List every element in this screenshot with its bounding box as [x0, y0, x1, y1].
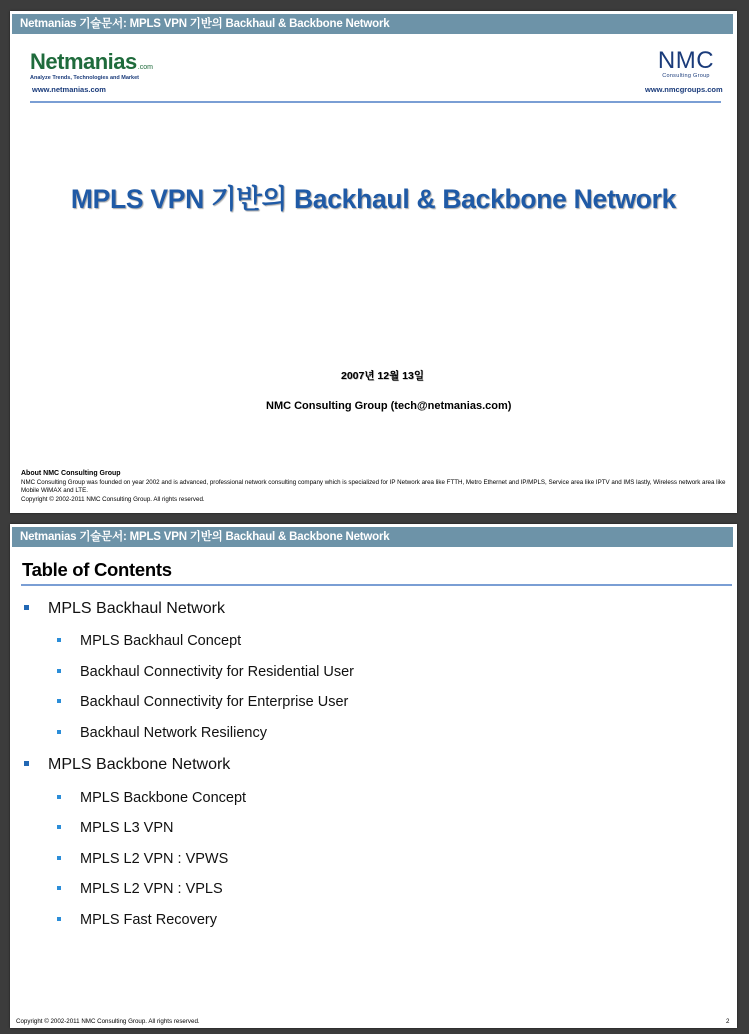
toc-item-label: Backhaul Connectivity for Enterprise User	[80, 694, 349, 710]
document-title: MPLS VPN 기반의 Backhaul & Backbone Network	[70, 184, 677, 214]
square-bullet-icon	[57, 795, 61, 799]
toc-item-label: MPLS L3 VPN	[80, 820, 174, 836]
square-bullet-icon	[57, 856, 61, 860]
square-bullet-icon	[57, 825, 61, 829]
square-bullet-icon	[57, 699, 61, 703]
toc-subitem[interactable]	[57, 912, 217, 928]
toc-item-label: MPLS Backhaul Concept	[80, 633, 242, 649]
page-number: 2	[726, 1018, 730, 1025]
page-footer: Copyright © 2002-2011 NMC Consulting Group. All rights reserved.	[16, 1018, 200, 1025]
toc-item-label: MPLS Fast Recovery	[80, 912, 217, 928]
toc-subitem[interactable]	[57, 881, 223, 897]
nmc-wordmark: NMC	[657, 47, 715, 74]
square-bullet-icon	[57, 638, 61, 642]
document-page-1	[10, 11, 737, 513]
square-bullet-icon	[57, 669, 61, 673]
square-bullet-icon	[57, 730, 61, 734]
toc-subitem[interactable]	[57, 725, 267, 741]
toc-subitem[interactable]	[57, 820, 174, 836]
nmc-logo	[651, 49, 721, 79]
nmc-subtitle: Consulting Group	[662, 73, 710, 79]
document-page-2	[10, 524, 737, 1028]
about-body: NMC Consulting Group was founded on year 2002 and is advanced, professional network consulting company which is specialized for IP Network area like FTTH, Metro Ethernet and IP/MPLS, Service area like IPTV and IMS lastly, Wireless network area like Mobile WiMAX and LTE.	[21, 478, 726, 494]
toc-divider	[21, 584, 732, 586]
toc-item-label: Backhaul Network Resiliency	[80, 725, 267, 741]
square-bullet-icon	[57, 886, 61, 890]
toc-item-label: MPLS Backbone Network	[48, 756, 231, 773]
toc-subitem[interactable]	[57, 633, 241, 649]
toc-item[interactable]	[24, 756, 230, 774]
nmc-url[interactable]: www.nmcgroups.com	[645, 85, 723, 94]
about-heading: About NMC Consulting Group	[21, 470, 121, 477]
toc-item-label: MPLS Backhaul Network	[48, 600, 225, 617]
header-divider	[30, 101, 721, 103]
toc-item-label: MPLS L2 VPN : VPLS	[80, 881, 223, 897]
toc-subitem[interactable]	[57, 851, 228, 867]
document-date: 2007년 12월 13일	[341, 370, 424, 382]
toc-item[interactable]	[24, 600, 225, 618]
netmanias-wordmark: Netmanias	[30, 49, 137, 74]
page-header-bar: Netmanias 기술문서: MPLS VPN 기반의 Backhaul & Backbone Network	[12, 527, 733, 547]
toc-heading: Table of Contents	[22, 559, 172, 580]
square-bullet-icon	[24, 761, 29, 766]
netmanias-tagline: Analyze Trends, Technologies and Market	[30, 75, 140, 81]
square-bullet-icon	[24, 605, 29, 610]
toc-item-label: MPLS L2 VPN : VPWS	[80, 851, 229, 867]
netmanias-logo	[30, 51, 153, 81]
page-header-bar: Netmanias 기술문서: MPLS VPN 기반의 Backhaul & Backbone Network	[12, 14, 733, 34]
toc-subitem[interactable]	[57, 790, 246, 806]
document-author: NMC Consulting Group (tech@netmanias.com)	[266, 400, 512, 412]
toc-item-label: MPLS Backbone Concept	[80, 790, 247, 806]
netmanias-suffix: .com	[137, 64, 153, 71]
square-bullet-icon	[57, 917, 61, 921]
toc-item-label: Backhaul Connectivity for Residential User	[80, 664, 355, 680]
about-section	[21, 470, 731, 504]
toc-subitem[interactable]	[57, 694, 348, 710]
netmanias-url[interactable]: www.netmanias.com	[32, 85, 106, 94]
about-copyright: Copyright © 2002-2011 NMC Consulting Group. All rights reserved.	[21, 495, 205, 503]
toc-subitem[interactable]	[57, 664, 354, 680]
